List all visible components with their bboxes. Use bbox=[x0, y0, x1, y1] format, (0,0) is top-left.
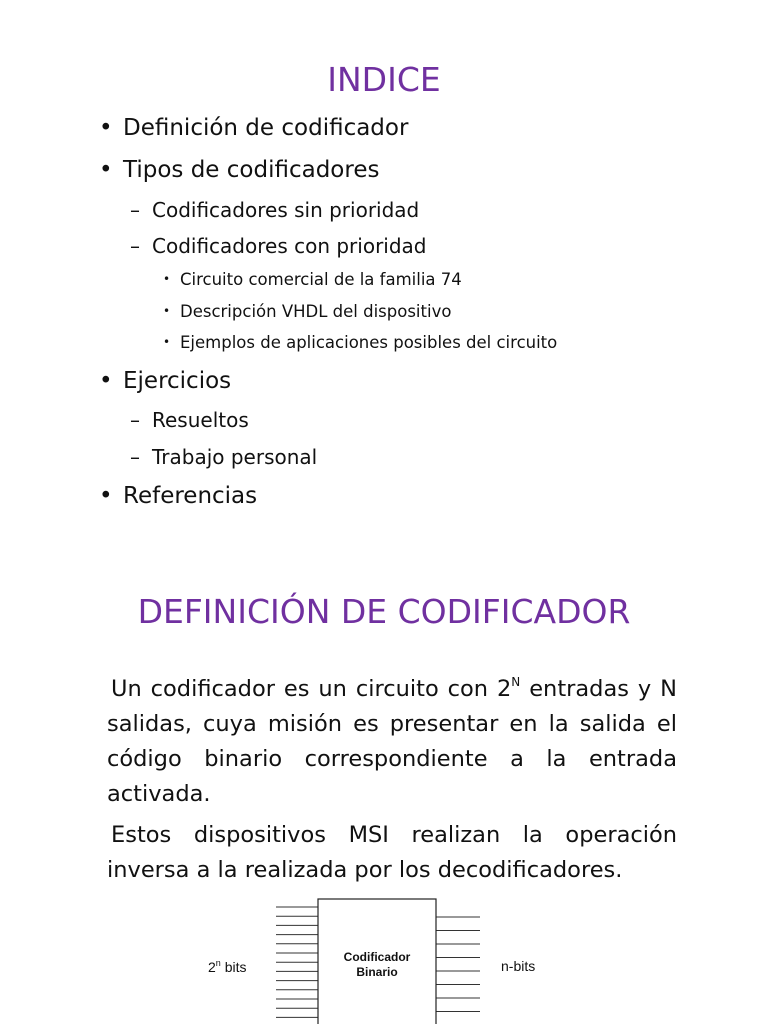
list-item bbox=[99, 366, 231, 396]
dash-icon: – bbox=[130, 408, 140, 432]
block-label-line2: Binario bbox=[356, 965, 398, 979]
index-title: INDICE bbox=[327, 60, 441, 99]
bullet-icon: • bbox=[99, 368, 113, 394]
list-item-label: Ejercicios bbox=[123, 368, 232, 394]
list-item-label: Tipos de codificadores bbox=[123, 157, 380, 183]
list-item bbox=[163, 331, 557, 354]
bullet-icon: • bbox=[99, 115, 113, 141]
bullet-icon: • bbox=[163, 272, 171, 286]
msi-paragraph: Estos dispositivos MSI realizan la operación inversa a la realizada por los decodificadores. bbox=[107, 822, 677, 883]
definition-paragraph bbox=[107, 672, 677, 812]
list-item bbox=[130, 407, 249, 433]
list-item-label: Resueltos bbox=[152, 408, 249, 432]
list-item-label: Ejemplos de aplicaciones posibles del circuito bbox=[180, 333, 558, 352]
list-item bbox=[99, 481, 257, 511]
input-label: 2$^n$ bits bbox=[208, 958, 247, 975]
list-item bbox=[163, 300, 451, 323]
list-item bbox=[99, 113, 408, 143]
bullet-icon: • bbox=[99, 157, 113, 183]
list-item-label: Definición de codificador bbox=[123, 115, 409, 141]
list-item bbox=[130, 444, 317, 470]
list-item bbox=[163, 268, 462, 291]
list-item-label: Descripción VHDL del dispositivo bbox=[180, 302, 452, 321]
input-lines bbox=[276, 907, 318, 1017]
output-label: n-bits bbox=[501, 958, 536, 974]
dash-icon: – bbox=[130, 445, 140, 469]
superscript-n: N bbox=[511, 675, 521, 689]
list-item bbox=[99, 155, 379, 185]
output-lines bbox=[436, 917, 480, 1024]
bullet-icon: • bbox=[163, 335, 171, 349]
dash-icon: – bbox=[130, 234, 140, 258]
list-item-label: Codificadores con prioridad bbox=[152, 234, 427, 258]
list-item-label: Referencias bbox=[123, 483, 258, 509]
list-item bbox=[130, 233, 427, 259]
definition-title: DEFINICIÓN DE CODIFICADOR bbox=[137, 592, 631, 631]
list-item-label: Codificadores sin prioridad bbox=[152, 198, 420, 222]
bullet-icon: • bbox=[163, 304, 171, 318]
definition-text-start: Un codificador es un circuito con 2 bbox=[111, 676, 512, 702]
bullet-icon: • bbox=[99, 483, 113, 509]
list-item bbox=[130, 197, 419, 223]
block-label-line1: Codificador bbox=[343, 950, 411, 964]
list-item-label: Trabajo personal bbox=[152, 445, 318, 469]
list-item-label: Circuito comercial de la familia 74 bbox=[180, 270, 462, 289]
encoder-diagram bbox=[200, 895, 560, 1024]
dash-icon: – bbox=[130, 198, 140, 222]
definition-text-end: entradas y N salidas, cuya misión es presentar en la salida el código binario correspondiente a la entrada activada. bbox=[107, 676, 677, 807]
